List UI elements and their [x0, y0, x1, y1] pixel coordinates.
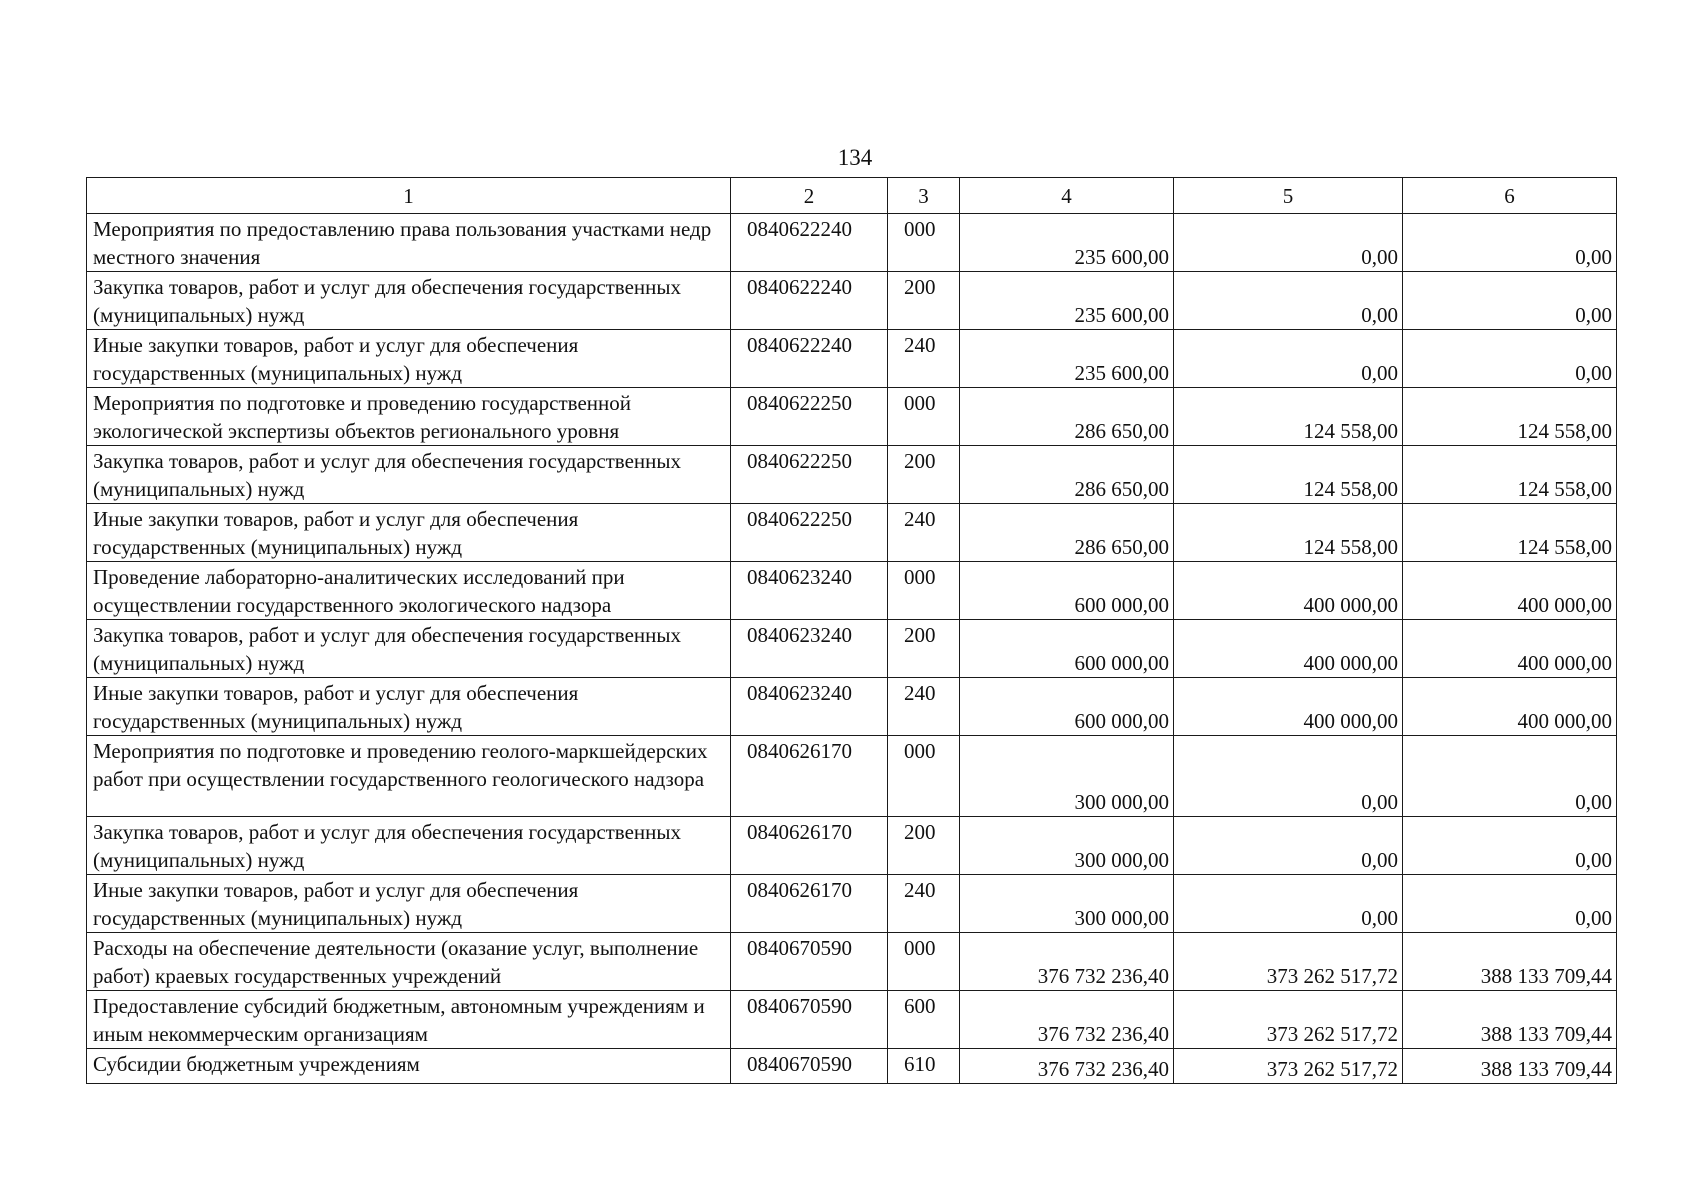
table-row: [87, 214, 1617, 272]
expense-type-code: 200: [888, 272, 960, 330]
row-name: Иные закупки товаров, работ и услуг для обеспечения государственных (муниципальных) нужд: [87, 875, 731, 933]
amount-col5: 124 558,00: [1174, 388, 1403, 446]
expense-type-code: 610: [888, 1049, 960, 1084]
target-article-code: 0840623240: [731, 620, 888, 678]
amount-col5: 400 000,00: [1174, 562, 1403, 620]
amount-col6: 124 558,00: [1403, 388, 1617, 446]
amount-col6: 0,00: [1403, 330, 1617, 388]
table-row: [87, 446, 1617, 504]
amount-col6: 0,00: [1403, 272, 1617, 330]
amount-col4: 286 650,00: [960, 446, 1174, 504]
target-article-code: 0840623240: [731, 562, 888, 620]
amount-col5: 0,00: [1174, 875, 1403, 933]
target-article-code: 0840622250: [731, 504, 888, 562]
table-row: [87, 933, 1617, 991]
table-row: [87, 875, 1617, 933]
amount-col4: 600 000,00: [960, 678, 1174, 736]
table-header: [87, 178, 1617, 214]
table-row: [87, 678, 1617, 736]
table-row: [87, 562, 1617, 620]
row-name: Предоставление субсидий бюджетным, автономным учреждениям и иным некоммерческим организациям: [87, 991, 731, 1049]
table-row: [87, 1049, 1617, 1084]
amount-col6: 124 558,00: [1403, 446, 1617, 504]
amount-col6: 400 000,00: [1403, 678, 1617, 736]
amount-col4: 600 000,00: [960, 562, 1174, 620]
target-article-code: 0840622240: [731, 330, 888, 388]
budget-table: [86, 177, 1617, 1084]
target-article-code: 0840622250: [731, 388, 888, 446]
column-header-6: 6: [1403, 178, 1617, 214]
target-article-code: 0840670590: [731, 991, 888, 1049]
amount-col5: 373 262 517,72: [1174, 1049, 1403, 1084]
table-body: [87, 214, 1617, 1084]
amount-col6: 0,00: [1403, 214, 1617, 272]
amount-col6: 400 000,00: [1403, 620, 1617, 678]
amount-col5: 400 000,00: [1174, 678, 1403, 736]
target-article-code: 0840670590: [731, 933, 888, 991]
table-row: [87, 504, 1617, 562]
amount-col6: 0,00: [1403, 875, 1617, 933]
target-article-code: 0840670590: [731, 1049, 888, 1084]
row-name: Расходы на обеспечение деятельности (оказание услуг, выполнение работ) краевых государственных учреждений: [87, 933, 731, 991]
amount-col4: 300 000,00: [960, 875, 1174, 933]
target-article-code: 0840623240: [731, 678, 888, 736]
amount-col5: 124 558,00: [1174, 504, 1403, 562]
expense-type-code: 200: [888, 446, 960, 504]
row-name: Закупка товаров, работ и услуг для обеспечения государственных (муниципальных) нужд: [87, 446, 731, 504]
target-article-code: 0840626170: [731, 736, 888, 817]
target-article-code: 0840622240: [731, 214, 888, 272]
amount-col5: 0,00: [1174, 214, 1403, 272]
amount-col4: 376 732 236,40: [960, 991, 1174, 1049]
row-name: Субсидии бюджетным учреждениям: [87, 1049, 731, 1084]
expense-type-code: 240: [888, 330, 960, 388]
amount-col5: 400 000,00: [1174, 620, 1403, 678]
amount-col4: 300 000,00: [960, 817, 1174, 875]
row-name: Иные закупки товаров, работ и услуг для обеспечения государственных (муниципальных) нужд: [87, 330, 731, 388]
amount-col4: 235 600,00: [960, 214, 1174, 272]
row-name: Иные закупки товаров, работ и услуг для обеспечения государственных (муниципальных) нужд: [87, 504, 731, 562]
header-row: [87, 178, 1617, 214]
page-number: 134: [837, 145, 873, 170]
expense-type-code: 000: [888, 562, 960, 620]
amount-col6: 0,00: [1403, 817, 1617, 875]
row-name: Мероприятия по подготовке и проведению геолого-маркшейдерских работ при осуществлении государственного геологического надзора: [87, 736, 731, 817]
expense-type-code: 000: [888, 736, 960, 817]
target-article-code: 0840622240: [731, 272, 888, 330]
target-article-code: 0840622250: [731, 446, 888, 504]
amount-col4: 376 732 236,40: [960, 1049, 1174, 1084]
amount-col6: 400 000,00: [1403, 562, 1617, 620]
row-name: Закупка товаров, работ и услуг для обеспечения государственных (муниципальных) нужд: [87, 817, 731, 875]
row-name: Закупка товаров, работ и услуг для обеспечения государственных (муниципальных) нужд: [87, 620, 731, 678]
expense-type-code: 240: [888, 678, 960, 736]
table-row: [87, 388, 1617, 446]
table-row: [87, 620, 1617, 678]
column-header-2: 2: [731, 178, 888, 214]
amount-col4: 235 600,00: [960, 272, 1174, 330]
amount-col5: 373 262 517,72: [1174, 991, 1403, 1049]
row-name: Иные закупки товаров, работ и услуг для обеспечения государственных (муниципальных) нужд: [87, 678, 731, 736]
amount-col4: 300 000,00: [960, 736, 1174, 817]
target-article-code: 0840626170: [731, 875, 888, 933]
row-name: Мероприятия по подготовке и проведению государственной экологической экспертизы объектов регионального уровня: [87, 388, 731, 446]
expense-type-code: 600: [888, 991, 960, 1049]
amount-col5: 0,00: [1174, 330, 1403, 388]
expense-type-code: 240: [888, 504, 960, 562]
amount-col5: 124 558,00: [1174, 446, 1403, 504]
amount-col4: 235 600,00: [960, 330, 1174, 388]
amount-col4: 286 650,00: [960, 388, 1174, 446]
amount-col5: 0,00: [1174, 817, 1403, 875]
amount-col6: 388 133 709,44: [1403, 1049, 1617, 1084]
column-header-1: 1: [87, 178, 731, 214]
table-row: [87, 991, 1617, 1049]
expense-type-code: 200: [888, 817, 960, 875]
row-name: Мероприятия по предоставлению права пользования участками недр местного значения: [87, 214, 731, 272]
row-name: Закупка товаров, работ и услуг для обеспечения государственных (муниципальных) нужд: [87, 272, 731, 330]
expense-type-code: 200: [888, 620, 960, 678]
table-row: [87, 272, 1617, 330]
amount-col5: 373 262 517,72: [1174, 933, 1403, 991]
amount-col6: 0,00: [1403, 736, 1617, 817]
amount-col5: 0,00: [1174, 272, 1403, 330]
amount-col4: 376 732 236,40: [960, 933, 1174, 991]
amount-col5: 0,00: [1174, 736, 1403, 817]
amount-col6: 124 558,00: [1403, 504, 1617, 562]
column-header-4: 4: [960, 178, 1174, 214]
column-header-3: 3: [888, 178, 960, 214]
amount-col4: 286 650,00: [960, 504, 1174, 562]
target-article-code: 0840626170: [731, 817, 888, 875]
expense-type-code: 000: [888, 388, 960, 446]
column-header-5: 5: [1174, 178, 1403, 214]
amount-col4: 600 000,00: [960, 620, 1174, 678]
table-row: [87, 736, 1617, 817]
table-row: [87, 817, 1617, 875]
row-name: Проведение лабораторно-аналитических исследований при осуществлении государственного экологического надзора: [87, 562, 731, 620]
table-row: [87, 330, 1617, 388]
expense-type-code: 000: [888, 933, 960, 991]
amount-col6: 388 133 709,44: [1403, 933, 1617, 991]
expense-type-code: 240: [888, 875, 960, 933]
expense-type-code: 000: [888, 214, 960, 272]
amount-col6: 388 133 709,44: [1403, 991, 1617, 1049]
